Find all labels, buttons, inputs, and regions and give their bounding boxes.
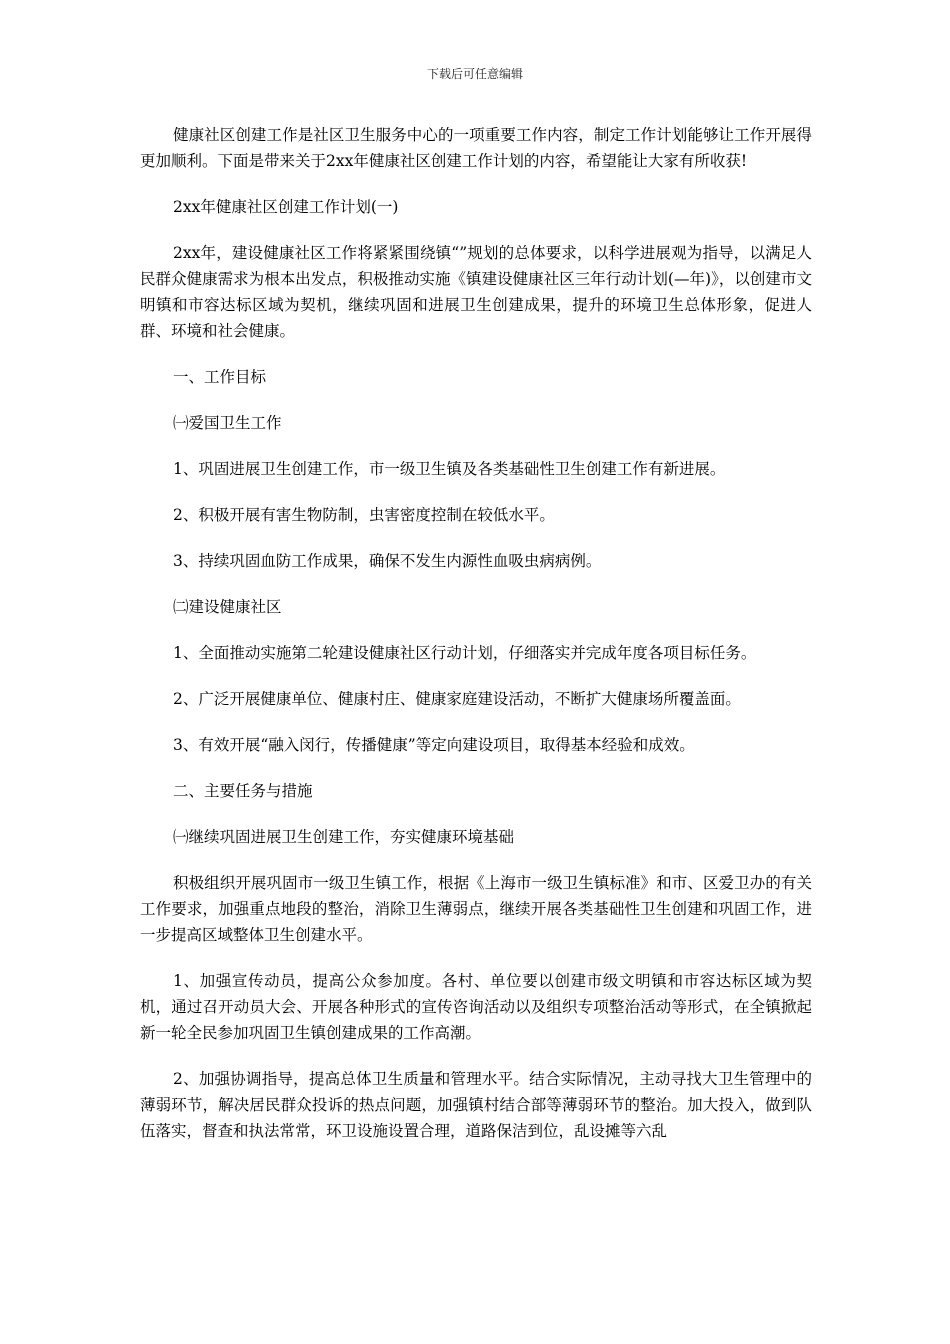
intro-paragraph: 健康社区创建工作是社区卫生服务中心的一项重要工作内容，制定工作计划能够让工作开展得更加顺利。下面是带来关于2xx年健康社区创建工作计划的内容，希望能让大家有所收获! — [140, 126, 812, 170]
plan-title: 2xx年健康社区创建工作计划(一) — [173, 198, 399, 216]
goal-item: 3、有效开展“融入闵行，传播健康”等定向建设项目，取得基本经验和成效。 — [173, 736, 695, 754]
goal-item: 1、巩固进展卫生创建工作，市一级卫生镇及各类基础性卫生创建工作有新进展。 — [173, 460, 726, 478]
goal-item: 2、积极开展有害生物防制，虫害密度控制在较低水平。 — [173, 506, 555, 524]
body-paragraph: 积极组织开展巩固市一级卫生镇工作，根据《上海市一级卫生镇标准》和市、区爱卫办的有关工作要求，加强重点地段的整治，消除卫生薄弱点，继续开展各类基础性卫生创建和巩固工作，进一步提高区域整体卫生创建水平。 — [140, 874, 812, 944]
section-heading-goals: 一、工作目标 — [173, 368, 267, 386]
subsection-heading-healthy-community: ㈡建设健康社区 — [173, 598, 282, 616]
measure-item: 2、加强协调指导，提高总体卫生质量和管理水平。结合实际情况，主动寻找大卫生管理中的薄弱环节，解决居民群众投诉的热点问题，加强镇村结合部等薄弱环节的整治。加大投入，做到队伍落实，督查和执法常常，环卫设施设置合理，道路保洁到位，乱设摊等六乱 — [140, 1070, 812, 1140]
document-body — [140, 122, 812, 1144]
subsection-heading-patriotic-health: ㈠爱国卫生工作 — [173, 414, 282, 432]
section-heading-tasks: 二、主要任务与措施 — [173, 782, 313, 800]
subsection-heading-consolidate: ㈠继续巩固进展卫生创建工作，夯实健康环境基础 — [173, 828, 515, 846]
page-header-note: 下载后可任意编辑 — [426, 67, 523, 81]
goal-item: 2、广泛开展健康单位、健康村庄、健康家庭建设活动，不断扩大健康场所覆盖面。 — [173, 690, 741, 708]
overview-paragraph: 2xx年，建设健康社区工作将紧紧围绕镇“”规划的总体要求，以科学进展观为指导，以满足人民群众健康需求为根本出发点，积极推动实施《镇建设健康社区三年行动计划(—年)》，以创建市文明镇和市容达标区域为契机，继续巩固和进展卫生创建成果，提升的环境卫生总体形象，促进人群、环境和社会健康。 — [140, 244, 812, 340]
measure-item: 1、加强宣传动员，提高公众参加度。各村、单位要以创建市级文明镇和市容达标区域为契机，通过召开动员大会、开展各种形式的宣传咨询活动以及组织专项整治活动等形式，在全镇掀起新一轮全民参加巩固卫生镇创建成果的工作高潮。 — [140, 972, 812, 1042]
goal-item: 1、全面推动实施第二轮建设健康社区行动计划，仔细落实并完成年度各项目标任务。 — [173, 644, 757, 662]
goal-item: 3、持续巩固血防工作成果，确保不发生内源性血吸虫病病例。 — [173, 552, 602, 570]
